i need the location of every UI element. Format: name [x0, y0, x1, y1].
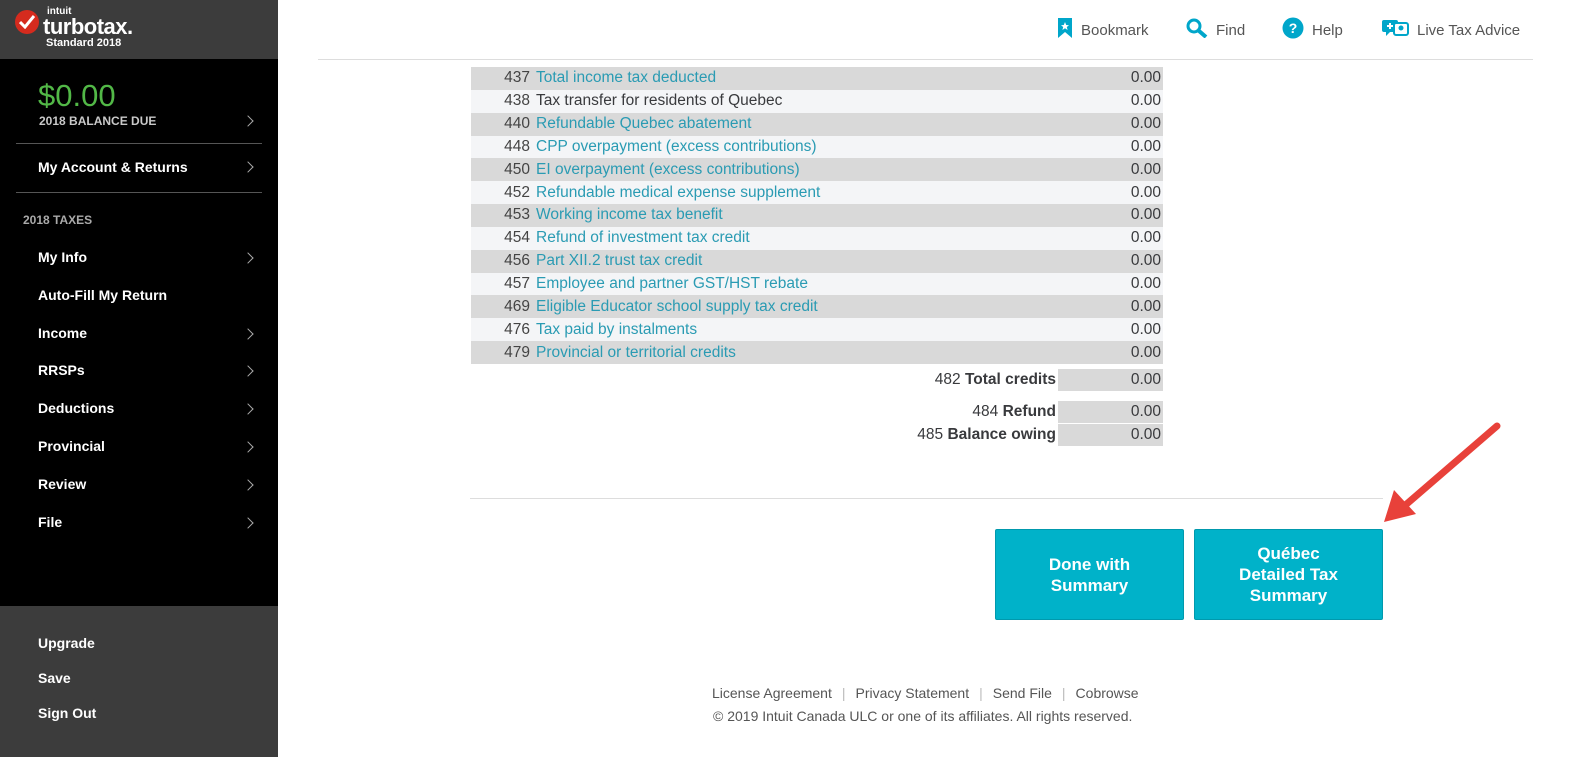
sidebar-item-income[interactable]: Income — [38, 325, 88, 341]
credits-table — [471, 67, 1163, 364]
total-credits-row — [880, 369, 1163, 391]
chevron-right-icon[interactable] — [242, 517, 253, 528]
line-label[interactable]: Total income tax deducted — [536, 69, 717, 87]
footer-links — [712, 685, 1139, 701]
line-value: 0.00 — [1130, 252, 1161, 270]
live-advice-icon — [1381, 18, 1409, 42]
line-value: 0.00 — [1130, 69, 1161, 87]
line-value: 0.00 — [1130, 137, 1161, 155]
find-button[interactable] — [1186, 20, 1245, 40]
send-file-link[interactable]: Send File — [992, 685, 1052, 701]
line-value: 0.00 — [1130, 229, 1161, 247]
sidebar-item-my-info[interactable]: My Info — [38, 249, 87, 265]
line-value: 0.00 — [1130, 92, 1161, 110]
table-row — [471, 113, 1163, 136]
line-number: 438 — [504, 92, 530, 110]
line-number: 456 — [504, 252, 530, 270]
quebec-line-2: Detailed Tax — [1239, 565, 1338, 584]
upgrade-link[interactable]: Upgrade — [38, 635, 95, 651]
privacy-statement-link[interactable]: Privacy Statement — [855, 685, 970, 701]
balance-owing-label: Balance owing — [947, 426, 1056, 443]
line-number: 469 — [504, 297, 530, 315]
line-label[interactable]: Refund of investment tax credit — [536, 229, 750, 247]
line-value: 0.00 — [1130, 160, 1161, 178]
turbotax-label: turbotax. — [43, 14, 133, 39]
intuit-label: intuit — [47, 6, 72, 17]
total-label: Total credits — [964, 371, 1056, 388]
refund-row — [880, 401, 1163, 423]
separator: | — [979, 685, 983, 701]
line-value: 0.00 — [1130, 115, 1161, 133]
line-label[interactable]: CPP overpayment (excess contributions) — [536, 137, 817, 155]
line-number: 437 — [504, 69, 530, 87]
line-value: 0.00 — [1130, 297, 1161, 315]
bookmark-icon — [1057, 18, 1073, 42]
bookmark-label: Bookmark — [1081, 21, 1149, 39]
table-row — [471, 181, 1163, 204]
line-label[interactable]: Provincial or territorial credits — [536, 343, 736, 361]
table-row — [471, 227, 1163, 250]
balance-label[interactable]: 2018 BALANCE DUE — [39, 114, 157, 128]
annotation-arrow-icon — [1380, 418, 1505, 528]
quebec-line-3: Summary — [1249, 586, 1328, 605]
checkmark-icon — [15, 10, 39, 34]
help-button[interactable] — [1282, 20, 1343, 40]
divider — [16, 143, 262, 144]
table-row — [471, 341, 1163, 364]
done-with-summary-button[interactable] — [995, 529, 1184, 620]
separator: | — [841, 685, 846, 701]
refund-label: Refund — [1002, 403, 1056, 420]
line-number: 479 — [504, 343, 530, 361]
chevron-right-icon[interactable] — [242, 479, 253, 490]
line-number: 448 — [504, 137, 530, 155]
balance-amount: $0.00 — [38, 78, 116, 113]
section-label-taxes: 2018 TAXES — [23, 213, 93, 227]
chevron-right-icon[interactable] — [242, 161, 253, 172]
chevron-right-icon[interactable] — [242, 252, 253, 263]
line-number: 452 — [504, 183, 530, 201]
done-line-1: Done with — [1048, 554, 1131, 574]
line-label[interactable]: Refundable medical expense supplement — [536, 183, 821, 201]
help-icon — [1282, 17, 1304, 43]
quebec-line-1: Québec — [1257, 544, 1320, 563]
copyright: © 2019 Intuit Canada ULC or one of its affiliates. All rights reserved. — [713, 708, 1133, 724]
sidebar-item-review[interactable]: Review — [38, 476, 87, 492]
line-label[interactable]: EI overpayment (excess contributions) — [536, 160, 800, 178]
bookmark-button[interactable] — [1057, 20, 1149, 40]
edition-label: Standard 2018 — [46, 37, 122, 49]
table-row — [471, 67, 1163, 90]
chevron-right-icon[interactable] — [242, 403, 253, 414]
quebec-detailed-summary-button[interactable] — [1194, 529, 1383, 620]
live-tax-advice-button[interactable] — [1381, 20, 1520, 40]
sidebar-footer — [0, 606, 278, 757]
line-number: 485 — [917, 426, 944, 443]
header-divider — [318, 59, 1533, 60]
table-row — [471, 90, 1163, 113]
line-number: 453 — [504, 206, 530, 224]
live-advice-label: Live Tax Advice — [1417, 21, 1521, 39]
line-label[interactable]: Refundable Quebec abatement — [536, 115, 752, 133]
divider — [16, 192, 262, 193]
license-agreement-link[interactable]: License Agreement — [712, 685, 832, 701]
line-label: Tax transfer for residents of Quebec — [536, 92, 783, 110]
line-number: 454 — [504, 229, 530, 247]
sidebar-item-deductions[interactable]: Deductions — [38, 400, 115, 416]
line-label[interactable]: Eligible Educator school supply tax credit — [536, 297, 818, 315]
table-row — [471, 204, 1163, 227]
table-row — [471, 295, 1163, 318]
line-number: 440 — [504, 115, 530, 133]
line-number: 484 — [972, 403, 999, 420]
balance-owing-value: 0.00 — [1058, 424, 1163, 446]
line-number: 457 — [504, 275, 530, 293]
sidebar — [0, 0, 278, 757]
chevron-right-icon[interactable] — [242, 441, 253, 452]
line-label[interactable]: Part XII.2 trust tax credit — [536, 252, 703, 270]
save-link[interactable]: Save — [38, 670, 71, 686]
separator: | — [1061, 685, 1066, 701]
line-number: 482 — [934, 371, 961, 388]
total-value: 0.00 — [1058, 369, 1163, 391]
line-label[interactable]: Working income tax benefit — [536, 206, 723, 224]
my-account-link[interactable]: My Account & Returns — [38, 159, 188, 175]
sidebar-item-rrsps[interactable]: RRSPs — [38, 362, 85, 378]
search-icon — [1186, 18, 1208, 42]
line-value: 0.00 — [1130, 183, 1161, 201]
chevron-right-icon[interactable] — [242, 328, 253, 339]
line-value: 0.00 — [1130, 343, 1161, 361]
line-label[interactable]: Tax paid by instalments — [536, 320, 698, 338]
table-row — [471, 250, 1163, 273]
balance-owing-row — [880, 424, 1163, 446]
line-value: 0.00 — [1130, 320, 1161, 338]
sidebar-item-auto-fill[interactable]: Auto-Fill My Return — [38, 287, 168, 303]
table-row — [471, 273, 1163, 296]
help-label: Help — [1312, 21, 1343, 39]
sidebar-item-provincial[interactable]: Provincial — [38, 438, 105, 454]
find-label: Find — [1216, 21, 1246, 39]
line-number: 450 — [504, 160, 530, 178]
chevron-right-icon[interactable] — [242, 115, 253, 126]
line-value: 0.00 — [1130, 206, 1161, 224]
done-line-2: Summary — [1050, 575, 1129, 595]
content-divider — [470, 498, 1383, 499]
cobrowse-link[interactable]: Cobrowse — [1075, 685, 1139, 701]
svg-text:?: ? — [1288, 20, 1298, 36]
sign-out-link[interactable]: Sign Out — [38, 705, 97, 721]
refund-value: 0.00 — [1058, 401, 1163, 423]
table-row — [471, 136, 1163, 159]
chevron-right-icon[interactable] — [242, 365, 253, 376]
table-row — [471, 158, 1163, 181]
sidebar-item-file[interactable]: File — [38, 514, 63, 530]
line-number: 476 — [504, 320, 530, 338]
line-label[interactable]: Employee and partner GST/HST rebate — [536, 275, 808, 293]
line-value: 0.00 — [1130, 275, 1161, 293]
table-row — [471, 318, 1163, 341]
logo[interactable] — [0, 0, 278, 59]
